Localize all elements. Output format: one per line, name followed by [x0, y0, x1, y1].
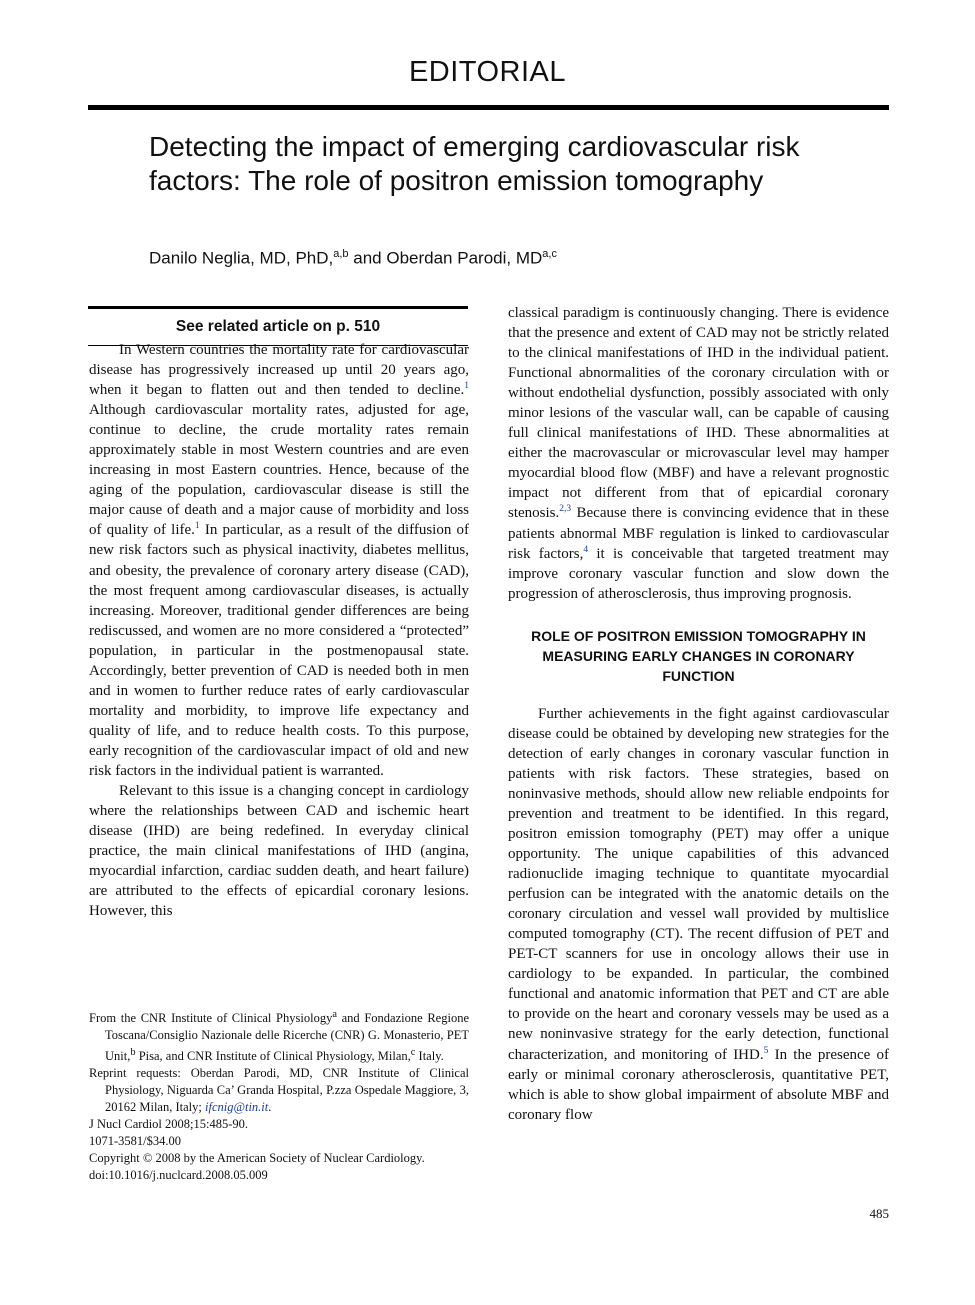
- paragraph-3-text-b: Because there is convincing evidence that in these patients abnormal MBF regulation is linked to cardiovascular risk factors,: [508, 505, 889, 562]
- affiliation-mark: b: [130, 1047, 136, 1059]
- paragraph-3-text-a: classical paradigm is continuously changing. There is evidence that the presence and extent of CAD may not be strictly related to the clinical manifestations of IHD in the individual patient. Functional abnormalities of the coronary circulation with or without endothelial dysfunction, possibly associated with only minor lesions of the vascular wall, can be capable of causing full clinical manifestations of IHD. These abnormalities at either the macrovascular or microvascular level may hamper myocardial blood flow (MBF) and have a relevant prognostic impact not different from that of epicardial coronary stenosis.: [508, 305, 889, 522]
- reprint-text: Reprint requests: Oberdan Parodi, MD, CNR Institute of Clinical Physiology, Niguarda Ca’ Granda Hospital, P.zza Ospedale Maggiore, 3, 20162 Milan, Italy;: [89, 1066, 469, 1115]
- section-heading: ROLE OF POSITRON EMISSION TOMOGRAPHY IN MEASURING EARLY CHANGES IN CORONARY FUNCTION: [531, 627, 866, 684]
- author-2: and Oberdan Parodi, MD: [348, 248, 543, 268]
- paragraph-3: [508, 303, 889, 604]
- authors-line: [149, 248, 557, 269]
- section-label: EDITORIAL: [408, 56, 567, 88]
- reprint-end: .: [268, 1100, 272, 1115]
- reference-link[interactable]: 1: [194, 521, 200, 532]
- paragraph-1-text-c: In particular, as a result of the diffusion of new risk factors such as physical inactivity, diabetes mellitus, and obesity, the prevalence of coronary artery disease (CAD), the most frequent among cardiovascular diseases, is actually increasing. Moreover, traditional gender differences are being rediscussed, and women are no more considered a “protected” population, in particular in the postmenopausal state. Accordingly, better prevention of CAD is needed both in men and in women to further reduce rates of early cardiovascular mortality and morbidity, to improve life expectancy and quality of life, and to reduce health costs. To this purpose, early recognition of the cardiovascular impact of old and new risk factors in the individual patient is warranted.: [89, 522, 469, 779]
- reference-link[interactable]: 4: [583, 544, 589, 555]
- paragraph-1-text-b: Although cardiovascular mortality rates, adjusted for age, continue to decline, the crude mortality rates remain approximately stable in most Western countries and are even increasing in most Eastern countries. Hence, because of the aging of the population, cardiovascular disease is still the major cause of death and a major cause of morbidity and loss of quality of life.: [89, 402, 469, 539]
- right-column: [508, 303, 889, 1125]
- related-article-link[interactable]: See related article on p. 510: [175, 318, 381, 335]
- affiliation-mark: c: [410, 1047, 416, 1059]
- doi[interactable]: doi:10.1016/j.nuclcard.2008.05.009: [89, 1168, 268, 1183]
- author-1: Danilo Neglia, MD, PhD,: [149, 248, 334, 268]
- reference-link[interactable]: 2,3: [559, 504, 572, 515]
- author-2-affiliations: a,c: [542, 248, 557, 260]
- paragraph-4-text-b: In the presence of early or minimal coronary atherosclerosis, quantitative PET, which is able to show global impairment of absolute MBF and coronary flow: [508, 1046, 889, 1123]
- reference-link[interactable]: 1: [464, 381, 469, 392]
- citation: J Nucl Cardiol 2008;15:485-90.: [89, 1117, 249, 1132]
- paragraph-1-text-a: In Western countries the mortality rate for cardiovascular disease has progressively increased up until 20 years ago, when it began to flatten out and then tended to decline.: [89, 342, 469, 399]
- affiliations-note: [89, 1006, 469, 1065]
- affiliation-text: Italy.: [415, 1049, 444, 1064]
- author-1-affiliations: a,b: [333, 248, 349, 260]
- reference-link[interactable]: 5: [763, 1045, 769, 1056]
- article-title: Detecting the impact of emerging cardiovascular risk factors: The role of positron emission tomography: [149, 131, 800, 196]
- paragraph-2: Relevant to this issue is a changing concept in cardiology where the relationships between CAD and ischemic heart disease (IHD) are being redefined. In everyday clinical practice, the main clinical manifestations of IHD (angina, myocardial infarction, cardiac sudden death, and heart failure) are attributed to the effects of epicardial coronary lesions. However, this: [89, 783, 469, 920]
- page-number: 485: [869, 1206, 889, 1221]
- paragraph-3-text-c: it is conceivable that targeted treatment may improve coronary vascular function and slow down the progression of atherosclerosis, thus improving prognosis.: [508, 545, 890, 602]
- paragraph-4-text-a: Further achievements in the fight against cardiovascular disease could be obtained by developing new strategies for the detection of early changes in coronary vascular function in patients with risk factors. These strategies, based on noninvasive methods, should allow new reliable endpoints for prevention and treatment to be identified. In this regard, positron emission tomography (PET) may offer a unique opportunity. The unique capabilities of this advanced radionuclide imaging technique to quantitate myocardial perfusion can be integrated with the anatomic details on the coronary circulation and vessel wall provided by multislice computed tomography (CT). The recent diffusion of PET and PET-CT scanners for use in oncology allows their use in cardiology to be expanded. In particular, the combined functional and anatomic information that PET and CT are able to provide on the heart and coronary vessels may be used as a new noninvasive strategy for the early detection, functional characterization, and monitoring of IHD.: [508, 705, 889, 1063]
- paragraph-4: [508, 704, 889, 1125]
- header-rule: [88, 105, 889, 110]
- affiliation-text: and Fondazione Regione Toscana/Consiglio Nazionale delle Ricerche (CNR) G. Monasterio, PET Unit,: [105, 1011, 469, 1064]
- affiliation-text: From the CNR Institute of Clinical Physiology: [89, 1011, 333, 1026]
- issn: 1071-3581/$34.00: [89, 1134, 182, 1149]
- affiliation-text: Pisa, and CNR Institute of Clinical Physiology, Milan,: [135, 1049, 411, 1064]
- left-column: [89, 340, 469, 921]
- copyright: Copyright © 2008 by the American Society of Nuclear Cardiology.: [89, 1151, 425, 1166]
- affiliation-mark: a: [332, 1009, 337, 1020]
- footnotes: [89, 1006, 469, 1184]
- email-link[interactable]: ifcnig@tin.it: [205, 1100, 269, 1115]
- reprint-note: [89, 1065, 469, 1116]
- paragraph-1: [89, 340, 469, 781]
